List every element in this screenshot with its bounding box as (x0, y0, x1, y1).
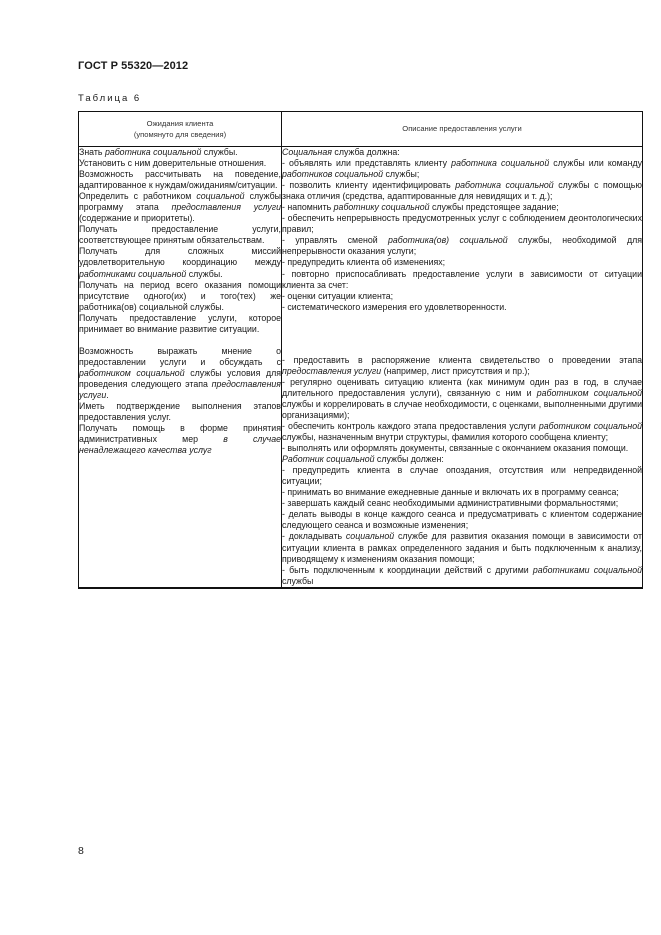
paragraph (79, 147, 281, 158)
italic-term: социальной (196, 191, 245, 202)
paragraph (282, 180, 642, 202)
text-run: - принимать во внимание ежедневные данные и включать их в программу сеанса; (282, 487, 619, 498)
text-run: - предоставить в распоряжение клиента свидетельство о проведении этапа (282, 354, 642, 365)
text-run: службы и коррелировать в случае необходимости, с оценками, выполненными другими организациями); (282, 398, 642, 420)
table-blank-row (79, 587, 643, 588)
paragraph (79, 191, 281, 224)
text-run: (содержание и приоритеты). (79, 213, 195, 224)
italic-term: работника социальной (451, 158, 550, 169)
paragraph (79, 401, 281, 423)
paragraph (282, 302, 642, 313)
text-run: - завершать каждый сеанс необходимыми административными формальностями; (282, 498, 619, 509)
paragraph (282, 509, 642, 531)
text-run: службы должен: (374, 454, 444, 465)
italic-term: работника социальной (455, 180, 554, 191)
paragraph (79, 224, 281, 246)
paragraph (282, 531, 642, 564)
text-run: Возможность рассчитывать на поведение, адаптированное к нуждам/ожиданиям/ситуации. (79, 169, 281, 191)
text-run: Знать (79, 147, 105, 157)
text-run: - позволить клиенту идентифицировать (282, 180, 456, 191)
text-run: Получать для сложных миссий удовлетворительную координацию между (79, 246, 281, 268)
left-top-paragraphs (79, 147, 281, 335)
table-header-row (79, 112, 643, 147)
paragraph (282, 202, 642, 213)
paragraph (79, 313, 281, 335)
header-col1-line2: (упомянуто для сведения) (133, 130, 227, 139)
italic-term: работником социальной (536, 387, 642, 398)
document-standard-header: ГОСТ Р 55320—2012 (78, 60, 189, 72)
text-run: - выполнять или оформлять документы, связанные с окончанием оказания помощи. (282, 443, 629, 454)
client-expectations-cell (79, 147, 282, 588)
italic-term: в случае ненадлежащего качества услуг (79, 434, 281, 456)
italic-term: предоставления услуги (79, 378, 281, 400)
text-run: - обеспечить непрерывность предусмотренных услуг с соблюдением деонтологических правил; (282, 213, 642, 235)
italic-term: работника социальной (104, 147, 202, 157)
text-run: - повторно приспосабливать предоставление услуги в зависимости от ситуации клиента за счет: (282, 268, 642, 290)
paragraph (282, 257, 642, 268)
italic-term: работника(ов) социальной (388, 235, 508, 246)
table-body-row (79, 147, 643, 588)
text-run: - регулярно оценивать ситуацию клиента (как минимум один раз в год, в случае длительного предоставления услуги), связанную с ним и (282, 376, 642, 398)
paragraph (282, 421, 642, 443)
paragraph (282, 355, 642, 377)
italic-term: предоставления услуги (282, 365, 382, 376)
paragraph (79, 280, 281, 313)
italic-term: работниками социальной (532, 564, 642, 575)
paragraph (79, 158, 281, 169)
text-run: службы, назначенным внутри структуры, фамилия которого сообщена клиенту; (282, 432, 609, 443)
paragraph (282, 235, 642, 257)
page-number: 8 (78, 845, 84, 857)
text-run: - оценки ситуации клиента; (282, 290, 394, 301)
text-run: Иметь подтверждение выполнения этапов предоставления услуг. (79, 401, 281, 423)
paragraph (282, 487, 642, 498)
text-run: службы. (201, 147, 238, 157)
paragraph (282, 565, 642, 587)
text-run: службы условия для проведения следующего этапа (79, 367, 281, 389)
text-run: - систематического измерения его удовлетворенности. (282, 301, 507, 312)
italic-term: работником социальной (79, 367, 185, 378)
text-run: - быть подключенным к координации действий с другими (282, 564, 533, 575)
text-run: службы с помощью знака отличия (средства, адаптированные для невидящих и т. д.); (282, 180, 642, 202)
italic-term: предоставления услуги (171, 202, 281, 213)
text-run: - объявлять или представлять клиенту (282, 158, 452, 169)
italic-term: работников социальной (282, 169, 383, 180)
text-run: службы, необходимой для непрерывности оказания услуги; (282, 235, 642, 257)
paragraph (282, 454, 642, 465)
text-run: (например, лист присутствия и пр.); (381, 365, 530, 376)
text-run: Получать на период всего оказания помощи присутствие одного(их) и того(тех) же работника(ов) социальной службы. (79, 279, 281, 312)
header-service-description (282, 112, 643, 147)
italic-term: социальной (345, 531, 395, 542)
right-top-paragraphs (282, 147, 642, 313)
paragraph (79, 246, 281, 279)
text-run: службе для развития оказания помощи в зависимости от ситуации клиента в рамках определенного задания и быть подключенным к анализу, приводящему к изменениям оказания помощи; (282, 531, 642, 564)
text-run: - управлять сменой (282, 235, 389, 246)
text-run: - предупредить клиента об изменениях; (282, 257, 446, 268)
header-col2-label: Описание предоставления услуги (402, 124, 522, 134)
text-run: службы (282, 575, 314, 586)
paragraph (282, 269, 642, 291)
right-bottom-paragraphs (282, 355, 642, 587)
text-run: Получать предоставление услуги, которое принимает во внимание развитие ситуации. (79, 312, 281, 334)
italic-term: работником социальной (538, 420, 642, 431)
paragraph (282, 291, 642, 302)
text-run: - докладывать (282, 531, 346, 542)
header-client-expectations (79, 112, 282, 147)
service-description-cell (282, 147, 643, 588)
text-run: службы или команду (549, 158, 642, 169)
paragraph (282, 498, 642, 509)
text-run: службы; (383, 169, 420, 180)
paragraph (282, 158, 642, 180)
paragraph (79, 423, 281, 456)
paragraph (282, 465, 642, 487)
italic-term: Работник социальной (282, 454, 375, 465)
text-run: Установить с ним доверительные отношения. (79, 158, 267, 169)
text-run: . (106, 389, 109, 400)
paragraph (79, 346, 281, 401)
paragraph (282, 377, 642, 421)
text-run: - напомнить (282, 202, 334, 213)
text-run: - делать выводы в конце каждого сеанса и предусматривать с клиентом содержание следующего сеанса и возможные изменения; (282, 509, 642, 531)
italic-term: Социальная (282, 147, 332, 157)
paragraph (282, 147, 642, 158)
text-run: службы. (186, 268, 223, 279)
table-caption: Таблица 6 (78, 93, 142, 104)
text-run: Возможность выражать мнение о предоставлении услуги и обсуждать с (79, 345, 281, 367)
italic-term: работнику социальной (333, 202, 430, 213)
left-bottom-paragraphs (79, 346, 281, 456)
text-run: - обеспечить контроль каждого этапа предоставления услуги (282, 420, 539, 431)
text-run: - предупредить клиента в случае опоздания, отсутствия или непредвиденной ситуации; (282, 465, 642, 487)
italic-term: работниками социальной (79, 268, 187, 279)
paragraph (79, 169, 281, 191)
text-run: службы программу этапа (79, 191, 281, 213)
text-run: службы предстоящее задание; (429, 202, 559, 213)
text-run: служба должна: (331, 147, 400, 157)
text-run: Получать помощь в форме принятия административных мер (79, 423, 281, 445)
text-run: Получать предоставление услуги, соответствующее принятым обязательствам. (79, 224, 281, 246)
paragraph (282, 443, 642, 454)
header-col1-line1: Ожидания клиента (146, 118, 214, 128)
service-expectations-table (78, 111, 643, 589)
text-run: Определить с работником (79, 191, 197, 202)
paragraph (282, 213, 642, 235)
